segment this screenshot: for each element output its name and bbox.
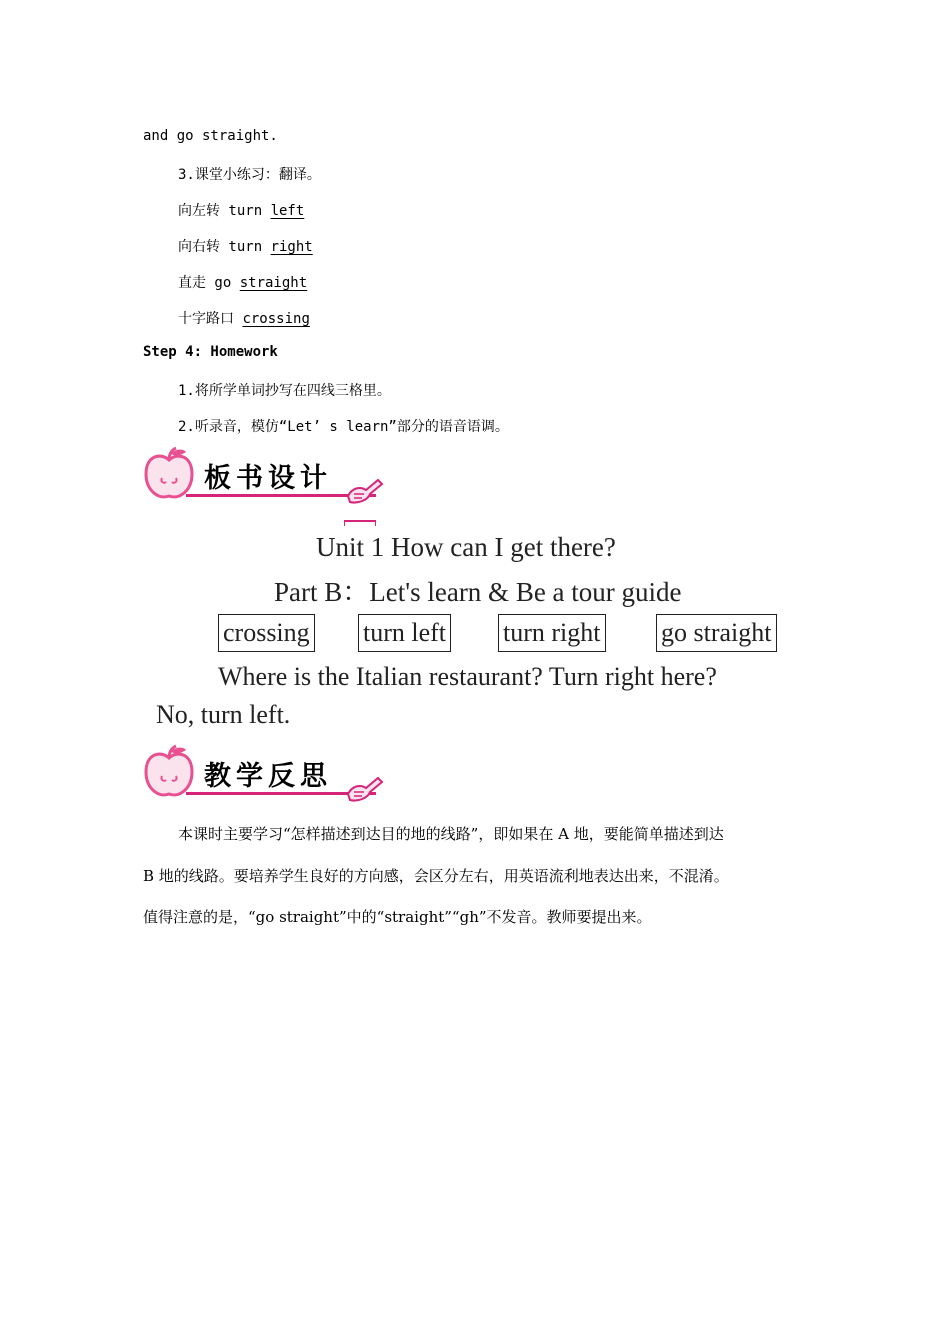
exercise-prompt: 向右转 turn bbox=[178, 239, 271, 255]
reflection-line: 本课时主要学习“怎样描述到达目的地的线路”，即如果在 A 地，要能简单描述到达 bbox=[178, 825, 724, 843]
board-word-box: turn left bbox=[358, 614, 451, 652]
reflection-line: 值得注意的是，“go straight”中的“straight”“gh”不发音。教师要提出来。 bbox=[143, 908, 652, 926]
section-banner-reflection bbox=[142, 744, 382, 806]
pen-hand-icon bbox=[344, 774, 384, 804]
exercise-title: 3.课堂小练习：翻译。 bbox=[178, 167, 321, 183]
exercise-prompt: 向左转 turn bbox=[178, 203, 271, 219]
section-title: 板书设计 bbox=[204, 463, 332, 494]
section-banner-board bbox=[142, 446, 382, 508]
board-part-title: Part B：Let's learn & Be a tour guide bbox=[274, 577, 682, 607]
exercise-item bbox=[178, 308, 310, 328]
reflection-line: B 地的线路。要培养学生良好的方向感，会区分左右，用英语流利地表达出来，不混淆。 bbox=[143, 867, 729, 885]
exercise-prompt: 十字路口 bbox=[178, 311, 243, 327]
exercise-item bbox=[178, 200, 304, 220]
board-dialog-question: Where is the Italian restaurant? Turn right here? bbox=[218, 662, 717, 691]
homework-heading: Step 4: Homework bbox=[143, 344, 278, 360]
board-unit-title: Unit 1 How can I get there? bbox=[316, 532, 616, 562]
exercise-prompt: 直走 go bbox=[178, 275, 240, 291]
board-top-mark bbox=[344, 520, 376, 526]
exercise-answer: crossing bbox=[242, 311, 310, 327]
intro-line: and go straight. bbox=[143, 128, 278, 144]
exercise-answer: left bbox=[270, 203, 305, 219]
exercise-answer: straight bbox=[239, 275, 308, 291]
homework-item: 1.将所学单词抄写在四线三格里。 bbox=[178, 383, 391, 399]
pen-hand-icon bbox=[344, 476, 384, 506]
homework-item: 2.听录音，模仿“Let’ s learn”部分的语音语调。 bbox=[178, 419, 509, 435]
exercise-item bbox=[178, 236, 313, 256]
board-word-box: crossing bbox=[218, 614, 315, 652]
exercise-item bbox=[178, 272, 307, 292]
board-dialog-answer: No, turn left. bbox=[156, 700, 291, 729]
exercise-answer: right bbox=[270, 239, 313, 255]
section-title: 教学反思 bbox=[204, 761, 332, 792]
board-word-box: go straight bbox=[656, 614, 777, 652]
board-word-box: turn right bbox=[498, 614, 606, 652]
